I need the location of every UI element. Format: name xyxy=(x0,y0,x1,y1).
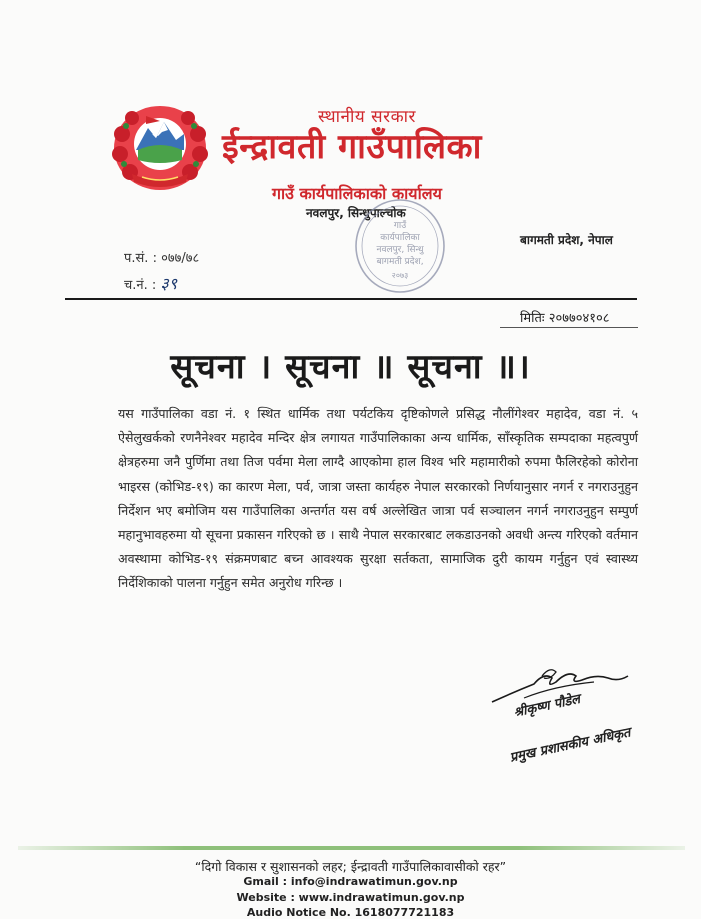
cn-value: ३९ xyxy=(160,274,178,293)
stamp-line-4: बागमती प्रदेश, xyxy=(376,257,424,267)
stamp-line-2: कार्यपालिका xyxy=(380,233,420,243)
date-value: २०७७०४१०८ xyxy=(548,311,610,326)
ps-label: प.सं. : xyxy=(124,251,157,266)
reference-ps xyxy=(124,248,199,266)
province-label: बागमती प्रदेश, नेपाल xyxy=(520,233,613,247)
municipality-emblem xyxy=(112,104,208,192)
footer-divider xyxy=(18,846,685,850)
notice-title: सूचना । सूचना ॥ सूचना ॥। xyxy=(170,347,531,387)
office-address: नवलपुर, सिन्धुपाल्चोक xyxy=(306,206,406,220)
notice-body: यस गाउँपालिका वडा नं. १ स्थित धार्मिक तथा पर्यटकिय दृष्टिकोणले प्रसिद्ध नौलींगेश्वर महादेव, वडा नं. ५ ऐसेलुखर्कको रणनैनेश्वर महादेव मन्दिर क्षेत्र लगायत गाउँपालिकाका अन्य धार्मिक, साँस्कृतिक सम्पदाका महत्वपुर्ण क्षेत्रहरुमा जनै पुर्णिमा तथा तिज पर्वमा मेला लाग्दै आएकोमा हाल विश्व भरि महामारीको रुपमा फैलिरहेको कोरोना भाइरस (कोभिड-१९) का कारण मेला, पर्व, जात्रा जस्ता कार्यहरु नेपाल सरकारको निर्णयानुसार नगर्न र नगराउनुहुन निर्देशन भए बमोजिम यस गाउँपालिका अन्तर्गत यस वर्ष अल्लेखित जात्रा पर्व सञ्चालन नगर्न नगराउनुहुन सम्पुर्ण महानुभावहरुमा यो सूचना प्रकासन गरिएको छ । साथै नेपाल सरकारबाट लकडाउनको अवधी अन्त्य गरिएको वर्तमान अवस्थामा कोभिड-१९ संक्रमणबाट बच्न आवश्यक सुरक्षा सर्तकता, सामाजिक दुरी कायम गर्नुहुन एवं स्वास्थ्य निर्देशिकाको पालना गर्नुहुन समेत अनुरोध गरिन्छ । xyxy=(118,406,638,591)
header-divider xyxy=(65,298,637,300)
ps-value: ०७७/७८ xyxy=(161,251,200,266)
cn-label: च.नं. : xyxy=(124,278,157,293)
signatory-title: प्रमुख प्रशासकीय अधिकृत xyxy=(508,725,632,766)
footer-gmail[interactable]: Gmail : info@indrawatimun.gov.np xyxy=(243,875,458,888)
issue-date xyxy=(520,308,610,326)
footer-audio-notice: Audio Notice No. 1618077721183 xyxy=(246,906,455,919)
municipality-name: ईन्द्रावती गाउँपालिका xyxy=(222,127,482,167)
official-stamp xyxy=(352,196,448,296)
stamp-line-3: नवलपुर, सिन्धु xyxy=(376,245,424,255)
signatory-name: श्रीकृष्ण पौडेल xyxy=(512,691,582,721)
reference-cn xyxy=(124,272,177,294)
stamp-line-1: गाउँ xyxy=(393,221,407,231)
footer-slogan: “दिगो विकास र सुशासनको लहर; ईन्द्रावती गाउँपालिकावासीको रहर” xyxy=(194,859,507,874)
date-underline xyxy=(500,327,638,328)
office-name: गाउँ कार्यपालिकाको कार्यालय xyxy=(272,184,442,203)
footer-website[interactable]: Website : www.indrawatimun.gov.np xyxy=(236,891,465,904)
date-label: मितिः xyxy=(520,311,545,326)
stamp-year: २०७३ xyxy=(391,271,409,280)
header-subtitle: स्थानीय सरकार xyxy=(318,107,416,127)
